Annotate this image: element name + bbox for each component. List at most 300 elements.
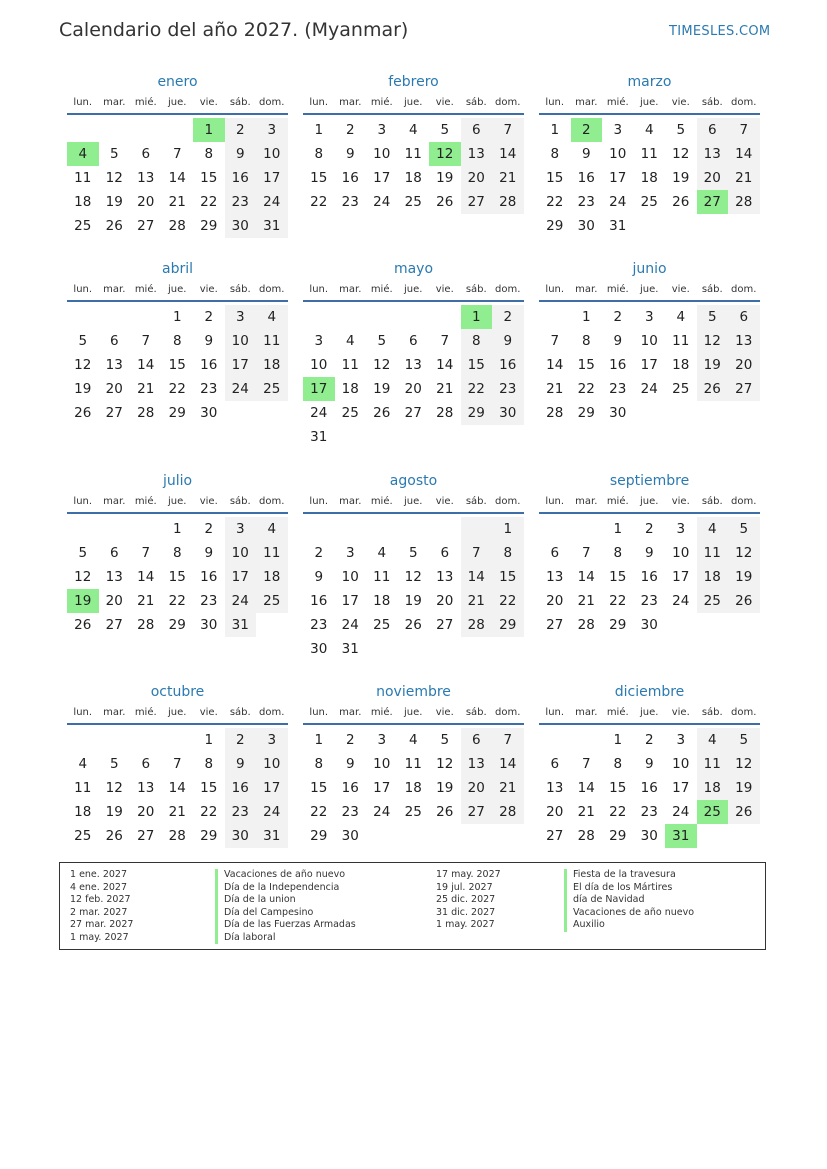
month-name: noviembre [376,684,451,700]
weekday-label: vie. [199,707,218,718]
month-name: diciembre [614,684,685,700]
weekday-label: dom. [259,496,285,507]
legend-date: 19 jul. 2027 [436,881,493,893]
day-cell: 20 [404,381,422,397]
day-cell: 8 [204,756,214,772]
day-cell: 27 [546,617,564,633]
legend-date: 4 ene. 2027 [70,881,127,893]
day-cell: 15 [310,170,328,186]
day-grid [67,305,288,425]
day-cell: 24 [256,190,288,214]
day-cell: 23 [640,804,658,820]
day-cell: 30 [341,828,359,844]
weekday-label: dom. [259,97,285,108]
weekday-label: sáb. [465,97,487,108]
empty-cell [539,728,571,752]
day-cell: 21 [492,776,524,800]
day-cell: 16 [640,780,658,796]
empty-cell [99,305,131,329]
day-cell: 23 [341,804,359,820]
day-cell: 2 [314,545,324,561]
day-cell: 24 [225,589,257,613]
holiday-day-cell: 1 [193,118,225,142]
weekday-label: sáb. [229,496,251,507]
day-cell: 17 [373,780,391,796]
day-cell: 5 [697,305,729,329]
empty-cell [303,305,335,329]
day-cell: 19 [404,593,422,609]
weekday-label: sáb. [465,284,487,295]
day-cell: 3 [644,309,654,325]
weekday-label: vie. [671,284,690,295]
day-cell: 15 [168,569,186,585]
day-cell: 30 [225,214,257,238]
day-cell: 29 [200,828,218,844]
day-cell: 7 [141,333,151,349]
weekday-label: sáb. [701,284,723,295]
legend-holiday-name: Día de la union [215,894,356,907]
day-cell: 19 [672,170,690,186]
day-cell: 11 [74,170,92,186]
day-cell: 20 [137,194,155,210]
day-cell: 29 [546,218,564,234]
weekday-label: vie. [199,97,218,108]
day-cell: 28 [492,190,524,214]
weekday-label: sáb. [465,707,487,718]
legend-holiday-name: Vacaciones de año nuevo [564,907,694,920]
empty-cell [429,517,461,541]
day-cell: 13 [137,170,155,186]
day-cell: 12 [105,170,123,186]
day-cell: 23 [577,194,595,210]
day-cell: 11 [256,329,288,353]
weekday-label: sáb. [229,707,251,718]
day-cell: 4 [408,732,418,748]
empty-cell [429,305,461,329]
day-cell: 31 [609,218,627,234]
day-cell: 12 [404,569,422,585]
day-cell: 9 [225,752,257,776]
day-cell: 31 [341,641,359,657]
day-cell: 22 [546,194,564,210]
day-cell: 9 [204,333,214,349]
day-cell: 23 [609,381,627,397]
legend-date: 25 dic. 2027 [436,894,496,905]
day-cell: 17 [640,357,658,373]
day-cell: 5 [408,545,418,561]
day-cell: 25 [74,828,92,844]
weekday-label: vie. [435,707,454,718]
day-cell: 4 [697,517,729,541]
weekday-header [303,494,524,514]
weekday-header [67,95,288,115]
month-noviembre [303,682,524,848]
day-cell: 3 [676,732,686,748]
day-cell: 17 [672,569,690,585]
day-cell: 3 [613,122,623,138]
weekday-label: sáb. [229,97,251,108]
weekday-label: jue. [168,707,187,718]
legend-date: 2 mar. 2027 [70,906,128,918]
weekday-label: mar. [339,707,362,718]
brand-link[interactable]: TIMESLES.COM [669,24,771,39]
day-cell: 2 [225,728,257,752]
day-cell: 11 [404,146,422,162]
day-cell: 1 [492,517,524,541]
weekday-label: mié. [606,707,629,718]
day-cell: 22 [200,194,218,210]
weekday-label: dom. [731,707,757,718]
day-cell: 19 [697,353,729,377]
day-cell: 8 [172,545,182,561]
day-cell: 25 [256,377,288,401]
page-title: Calendario del año 2027. (Myanmar) [59,19,409,41]
month-name: marzo [627,74,672,90]
weekday-label: mié. [370,284,393,295]
day-cell: 7 [550,333,560,349]
legend-date: 17 may. 2027 [436,869,501,880]
legend-date: 27 mar. 2027 [70,919,134,930]
day-cell: 7 [492,728,524,752]
day-cell: 16 [640,569,658,585]
legend-holiday-name: Día laboral [215,932,356,945]
day-cell: 17 [672,780,690,796]
day-cell: 5 [109,146,119,162]
day-cell: 28 [461,613,493,637]
day-cell: 23 [225,190,257,214]
day-cell: 30 [640,617,658,633]
empty-cell [130,118,162,142]
day-cell: 17 [225,353,257,377]
day-cell: 27 [461,190,493,214]
day-cell: 30 [310,641,328,657]
day-cell: 18 [341,381,359,397]
day-cell: 12 [728,752,760,776]
day-cell: 8 [613,756,623,772]
day-cell: 15 [577,357,595,373]
day-cell: 22 [577,381,595,397]
day-cell: 9 [314,569,324,585]
holiday-day-cell: 31 [665,824,697,848]
day-cell: 10 [225,329,257,353]
day-cell: 4 [256,305,288,329]
day-cell: 12 [728,541,760,565]
day-cell: 6 [550,545,560,561]
day-cell: 29 [168,405,186,421]
day-cell: 3 [377,732,387,748]
day-cell: 8 [581,333,591,349]
day-cell: 11 [697,541,729,565]
weekday-label: sáb. [701,707,723,718]
day-cell: 25 [373,617,391,633]
weekday-label: vie. [199,284,218,295]
weekday-label: vie. [435,496,454,507]
day-cell: 20 [461,166,493,190]
day-cell: 26 [373,405,391,421]
day-cell: 8 [461,329,493,353]
day-cell: 7 [581,545,591,561]
day-cell: 12 [105,780,123,796]
weekday-label: jue. [404,496,423,507]
weekday-label: mié. [606,496,629,507]
month-name: julio [162,473,193,489]
day-cell: 9 [644,756,654,772]
weekday-label: vie. [671,97,690,108]
day-cell: 10 [310,357,328,373]
day-cell: 16 [200,357,218,373]
empty-cell [335,517,367,541]
month-name: junio [632,261,667,277]
month-name: enero [157,74,198,90]
day-cell: 5 [728,728,760,752]
day-cell: 21 [728,166,760,190]
day-cell: 1 [550,122,560,138]
day-cell: 19 [728,776,760,800]
day-cell: 3 [256,728,288,752]
day-cell: 15 [609,569,627,585]
legend-holiday-name: Día de la Independencia [215,882,356,895]
day-cell: 12 [74,357,92,373]
day-cell: 2 [644,521,654,537]
weekday-label: lun. [73,496,93,507]
legend-date: 12 feb. 2027 [70,894,131,905]
day-cell: 29 [609,828,627,844]
day-cell: 20 [728,353,760,377]
day-cell: 27 [546,828,564,844]
day-cell: 22 [168,381,186,397]
day-cell: 14 [728,142,760,166]
day-cell: 25 [341,405,359,421]
weekday-label: jue. [404,707,423,718]
day-cell: 20 [546,804,564,820]
day-cell: 29 [577,405,595,421]
weekday-label: mar. [575,707,598,718]
legend-holiday-name: El día de los Mártires [564,882,694,895]
day-cell: 18 [256,565,288,589]
month-name: mayo [393,261,434,277]
weekday-label: lun. [545,707,565,718]
day-cell: 20 [461,776,493,800]
day-cell: 16 [200,569,218,585]
day-grid [67,517,288,637]
legend-date: 1 may. 2027 [70,931,129,943]
day-cell: 24 [225,377,257,401]
day-cell: 1 [172,521,182,537]
day-cell: 27 [137,828,155,844]
weekday-label: mar. [103,284,126,295]
weekday-label: lun. [73,707,93,718]
weekday-label: dom. [731,284,757,295]
day-cell: 24 [672,593,690,609]
day-cell: 10 [373,756,391,772]
day-cell: 16 [225,166,257,190]
day-cell: 19 [105,194,123,210]
day-cell: 8 [204,146,214,162]
day-cell: 16 [492,353,524,377]
day-cell: 6 [109,333,119,349]
day-cell: 26 [672,194,690,210]
day-cell: 11 [256,541,288,565]
day-cell: 11 [404,756,422,772]
day-cell: 18 [404,170,422,186]
day-cell: 21 [168,194,186,210]
weekday-header [539,494,760,514]
day-cell: 17 [373,170,391,186]
day-cell: 21 [492,166,524,190]
weekday-label: lun. [309,496,329,507]
day-cell: 26 [105,828,123,844]
day-cell: 22 [492,589,524,613]
day-cell: 12 [74,569,92,585]
weekday-label: jue. [404,284,423,295]
day-cell: 15 [168,357,186,373]
month-enero [67,72,288,238]
day-cell: 2 [225,118,257,142]
day-cell: 24 [341,617,359,633]
day-cell: 30 [609,405,627,421]
month-octubre [67,682,288,848]
weekday-label: dom. [259,284,285,295]
day-grid [539,517,760,637]
day-cell: 25 [404,804,422,820]
day-cell: 10 [341,569,359,585]
month-abril [67,259,288,425]
empty-cell [539,305,571,329]
day-cell: 16 [609,357,627,373]
empty-cell [461,517,493,541]
empty-cell [303,517,335,541]
day-cell: 6 [440,545,450,561]
day-cell: 28 [728,190,760,214]
day-cell: 20 [697,166,729,190]
weekday-label: dom. [495,97,521,108]
day-cell: 7 [141,545,151,561]
weekday-label: sáb. [229,284,251,295]
day-cell: 19 [728,565,760,589]
day-cell: 2 [613,309,623,325]
day-cell: 18 [74,804,92,820]
day-cell: 31 [256,824,288,848]
day-cell: 13 [546,569,564,585]
weekday-label: jue. [168,284,187,295]
day-cell: 24 [672,804,690,820]
empty-cell [539,517,571,541]
day-cell: 4 [78,756,88,772]
day-cell: 9 [225,142,257,166]
day-cell: 4 [697,728,729,752]
day-cell: 6 [697,118,729,142]
day-cell: 9 [644,545,654,561]
day-cell: 16 [310,593,328,609]
day-cell: 21 [461,589,493,613]
day-cell: 24 [373,804,391,820]
weekday-label: dom. [495,496,521,507]
weekday-label: lun. [73,97,93,108]
weekday-label: mar. [575,284,598,295]
day-cell: 31 [256,214,288,238]
day-cell: 13 [546,780,564,796]
weekday-label: lun. [309,284,329,295]
day-cell: 30 [577,218,595,234]
empty-cell [99,118,131,142]
day-cell: 21 [546,381,564,397]
weekday-label: jue. [640,496,659,507]
day-grid [539,728,760,848]
day-cell: 27 [728,377,760,401]
day-cell: 11 [640,146,658,162]
day-cell: 19 [436,170,454,186]
day-cell: 19 [436,780,454,796]
day-cell: 27 [461,800,493,824]
weekday-label: dom. [495,284,521,295]
weekday-label: vie. [435,97,454,108]
day-cell: 15 [492,565,524,589]
day-cell: 2 [345,732,355,748]
day-cell: 6 [461,118,493,142]
legend-holiday-name: Auxilio [564,919,694,932]
day-cell: 20 [105,381,123,397]
day-cell: 30 [492,401,524,425]
day-cell: 9 [204,545,214,561]
day-cell: 18 [373,593,391,609]
month-agosto [303,471,524,661]
weekday-header [539,705,760,725]
day-cell: 26 [728,800,760,824]
day-cell: 31 [310,429,328,445]
day-cell: 28 [577,617,595,633]
empty-cell [67,728,99,752]
weekday-label: mié. [134,97,157,108]
day-cell: 15 [200,780,218,796]
day-cell: 4 [377,545,387,561]
holiday-day-cell: 27 [697,190,729,214]
month-marzo [539,72,760,238]
holiday-day-cell: 25 [697,800,729,824]
day-cell: 14 [577,780,595,796]
day-cell: 16 [341,170,359,186]
day-cell: 18 [672,357,690,373]
day-cell: 9 [345,146,355,162]
day-cell: 10 [256,142,288,166]
day-cell: 23 [200,593,218,609]
day-cell: 4 [256,517,288,541]
day-cell: 6 [109,545,119,561]
day-cell: 3 [676,521,686,537]
day-cell: 29 [609,617,627,633]
day-grid [539,305,760,425]
day-cell: 15 [200,170,218,186]
day-cell: 21 [137,593,155,609]
weekday-label: lun. [309,707,329,718]
day-cell: 30 [200,405,218,421]
day-cell: 2 [644,732,654,748]
weekday-label: mié. [134,284,157,295]
day-grid [67,118,288,238]
weekday-label: sáb. [701,97,723,108]
day-cell: 19 [105,804,123,820]
day-cell: 3 [314,333,324,349]
day-cell: 24 [373,194,391,210]
day-cell: 26 [697,377,729,401]
weekday-label: lun. [545,284,565,295]
day-cell: 14 [137,357,155,373]
empty-cell [398,517,430,541]
day-cell: 20 [546,593,564,609]
empty-cell [398,305,430,329]
day-cell: 23 [341,194,359,210]
day-cell: 1 [204,732,214,748]
weekday-label: mié. [134,496,157,507]
